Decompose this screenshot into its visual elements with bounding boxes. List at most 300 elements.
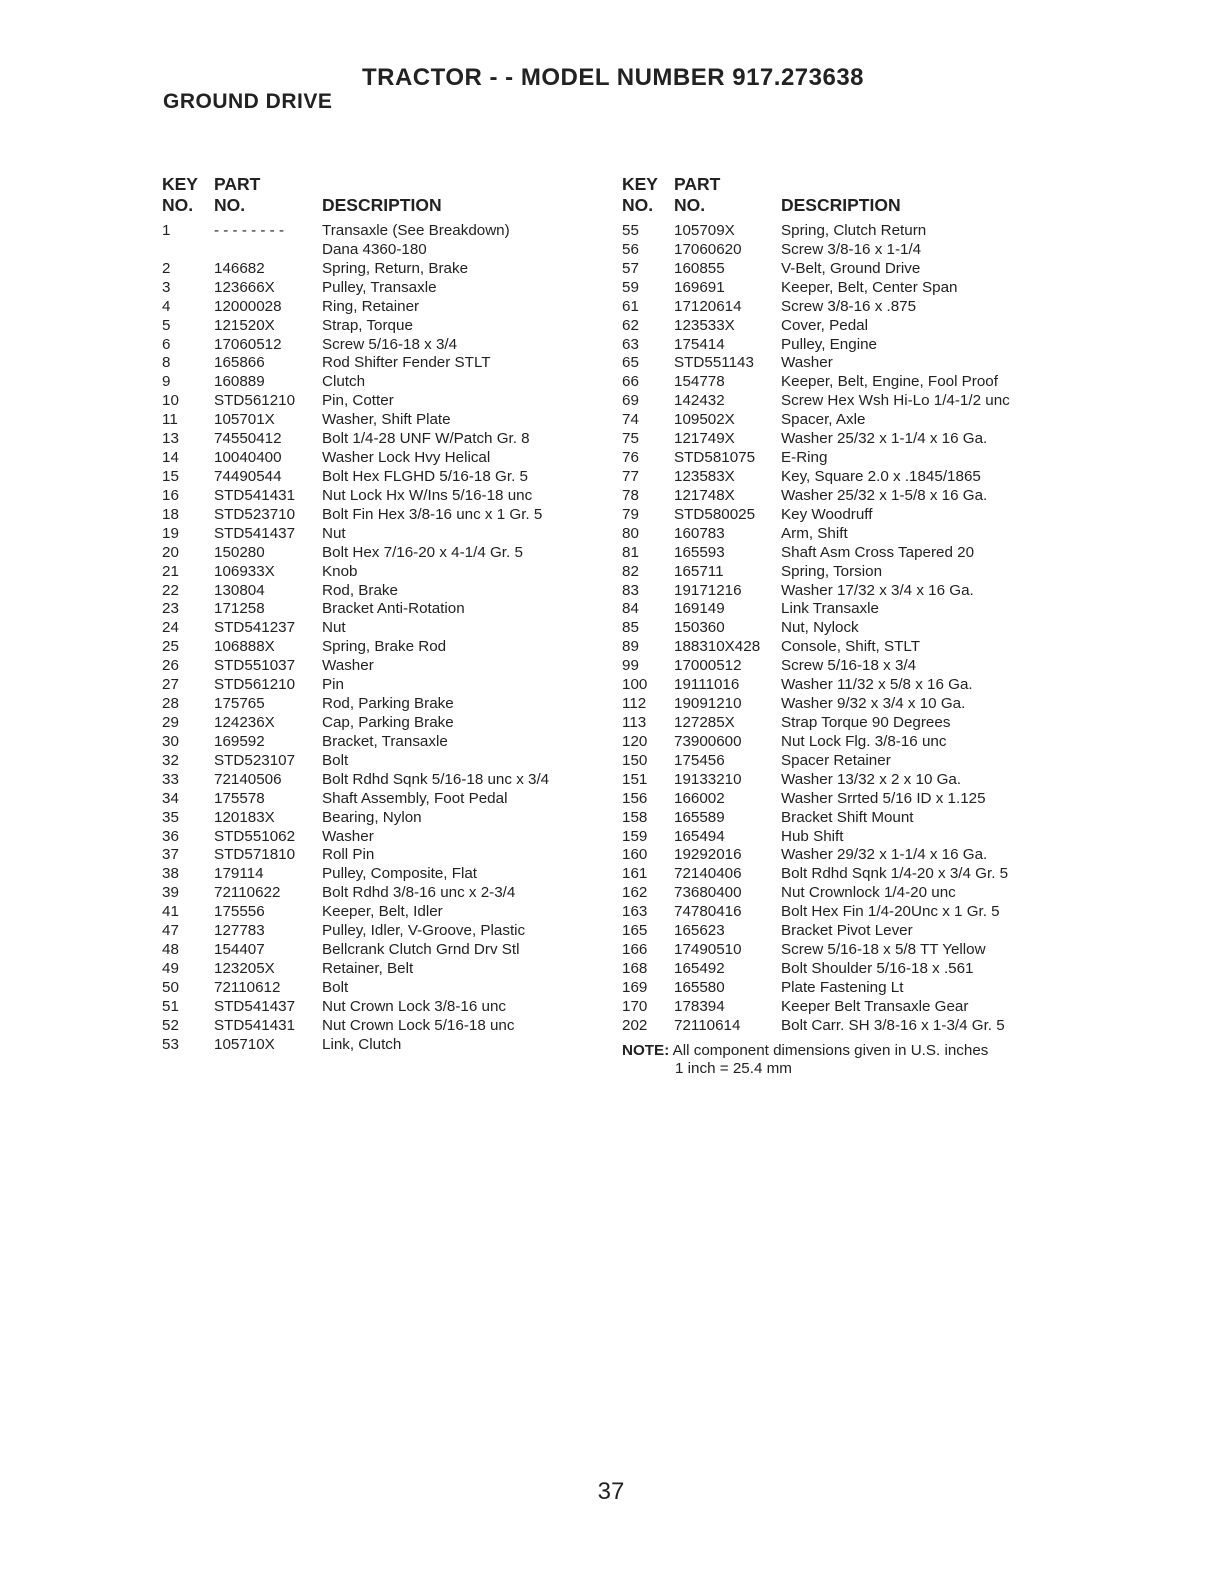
- key-no: 81: [622, 543, 639, 561]
- part-no: 17490510: [674, 941, 742, 959]
- part-no: 105701X: [214, 411, 275, 429]
- table-row: [622, 809, 988, 828]
- description: Bolt Shoulder 5/16-18 x .561: [781, 959, 974, 977]
- description: Dana 4360-180: [322, 240, 427, 258]
- part-no: 72110614: [674, 1016, 741, 1034]
- key-no: 166: [622, 941, 648, 959]
- part-no: 123205X: [214, 959, 275, 977]
- part-no: 12000028: [214, 297, 282, 315]
- part-no: 19091210: [674, 695, 742, 713]
- part-no: 123666X: [214, 278, 275, 296]
- header-key-no-label: NO.: [162, 195, 194, 215]
- table-row: [622, 638, 988, 657]
- description: Washer 25/32 x 1-1/4 x 16 Ga.: [781, 430, 988, 448]
- description: Screw 5/16-18 x 3/4: [322, 335, 458, 353]
- part-no: 179114: [214, 865, 264, 883]
- description: Shaft Asm Cross Tapered 20: [781, 543, 975, 561]
- header-part-label: PART: [214, 174, 261, 194]
- key-no: 41: [162, 903, 179, 921]
- part-no: 165580: [674, 978, 725, 996]
- part-no: STD551143: [674, 354, 754, 372]
- key-no: 57: [622, 259, 639, 277]
- header-description-label: DESCRIPTION: [322, 195, 442, 215]
- description: Nut, Nylock: [781, 619, 859, 637]
- table-row: [622, 846, 988, 865]
- part-no: 74550412: [214, 430, 282, 448]
- table-header: [622, 174, 988, 222]
- key-no: 74: [622, 411, 639, 429]
- key-no: 83: [622, 581, 639, 599]
- key-no: 8: [162, 354, 171, 372]
- key-no: 113: [622, 713, 647, 731]
- part-no: 105710X: [214, 1035, 275, 1053]
- part-no: 154778: [674, 373, 725, 391]
- description: Screw 3/8-16 x .875: [781, 297, 917, 315]
- part-no: 105709X: [674, 222, 735, 239]
- part-no: 150360: [674, 619, 725, 637]
- part-no: 178394: [674, 997, 725, 1015]
- table-row: [622, 525, 988, 544]
- part-no: 74780416: [674, 903, 742, 921]
- part-no: 72110612: [214, 978, 281, 996]
- table-row: [622, 411, 988, 430]
- part-no: 160889: [214, 373, 265, 391]
- description: Bearing, Nylon: [322, 808, 422, 826]
- header-part-label: PART: [674, 174, 721, 194]
- part-no: 169592: [214, 732, 265, 750]
- dimensions-note: [622, 1042, 988, 1079]
- key-no: 63: [622, 335, 639, 353]
- part-no: STD551037: [214, 657, 296, 675]
- part-no: STD541437: [214, 524, 296, 542]
- part-no: 120183X: [214, 808, 275, 826]
- key-no: 52: [162, 1016, 179, 1034]
- key-no: 10: [162, 392, 179, 410]
- parts-table-right: [622, 174, 1010, 1079]
- part-no: 19292016: [674, 846, 742, 864]
- part-no: 72110622: [214, 884, 281, 902]
- description: Pulley, Composite, Flat: [322, 865, 478, 883]
- key-no: 156: [622, 789, 648, 807]
- description: Link, Clutch: [322, 1035, 402, 1053]
- key-no: 150: [622, 751, 648, 769]
- description: Rod, Parking Brake: [322, 695, 454, 713]
- description: Arm, Shift: [781, 524, 848, 542]
- description: V-Belt, Ground Drive: [781, 259, 921, 277]
- part-no: 175556: [214, 903, 265, 921]
- description: Bolt Hex FLGHD 5/16-18 Gr. 5: [322, 467, 528, 485]
- description: Spacer Retainer: [781, 751, 891, 769]
- header-key-label: KEY: [622, 174, 658, 194]
- table-row: [622, 600, 988, 619]
- description: Transaxle (See Breakdown): [322, 222, 510, 239]
- part-no: 169691: [674, 278, 725, 296]
- key-no: 120: [622, 732, 648, 750]
- part-no: 17120614: [674, 297, 742, 315]
- table-row: [622, 260, 988, 279]
- description: E-Ring: [781, 449, 828, 467]
- part-no: 19111016: [674, 676, 740, 694]
- key-no: 20: [162, 543, 179, 561]
- description: Washer: [781, 354, 833, 372]
- key-no: 61: [622, 297, 639, 315]
- part-no: 109502X: [674, 411, 735, 429]
- description: Key, Square 2.0 x .1845/1865: [781, 467, 981, 485]
- table-row: [622, 657, 988, 676]
- table-row: [622, 619, 988, 638]
- description: Bracket Pivot Lever: [781, 922, 913, 940]
- key-no: 84: [622, 600, 639, 618]
- part-no: 17000512: [674, 657, 742, 675]
- description: Console, Shift, STLT: [781, 638, 920, 656]
- table-row: [622, 563, 988, 582]
- part-no: 165589: [674, 808, 725, 826]
- key-no: 112: [622, 695, 647, 713]
- key-no: 28: [162, 695, 179, 713]
- table-row: [622, 222, 988, 241]
- description: Washer 9/32 x 3/4 x 10 Ga.: [781, 695, 966, 713]
- part-no: 175765: [214, 695, 265, 713]
- description: Pulley, Engine: [781, 335, 877, 353]
- key-no: 77: [622, 467, 639, 485]
- key-no: 165: [622, 922, 648, 940]
- key-no: 35: [162, 808, 179, 826]
- key-no: 202: [622, 1016, 648, 1034]
- key-no: 27: [162, 676, 179, 694]
- key-no: 6: [162, 335, 171, 353]
- key-no: 4: [162, 297, 171, 315]
- key-no: 29: [162, 713, 179, 731]
- key-no: 162: [622, 884, 648, 902]
- description: Nut Crown Lock 5/16-18 unc: [322, 1016, 515, 1034]
- key-no: 21: [162, 562, 179, 580]
- note-line-2: 1 inch = 25.4 mm: [675, 1060, 792, 1078]
- header-description-label: DESCRIPTION: [781, 195, 901, 215]
- key-no: 15: [162, 467, 179, 485]
- key-no: 56: [622, 240, 639, 258]
- key-no: 24: [162, 619, 179, 637]
- description: Washer 13/32 x 2 x 10 Ga.: [781, 770, 962, 788]
- description: Spring, Return, Brake: [322, 259, 469, 277]
- key-no: 82: [622, 562, 639, 580]
- key-no: 34: [162, 789, 179, 807]
- part-no: STD551062: [214, 827, 296, 845]
- key-no: 59: [622, 278, 639, 296]
- page-title: TRACTOR - - MODEL NUMBER 917.273638: [361, 64, 865, 91]
- table-row: [622, 468, 988, 487]
- part-no: 188310X428: [674, 638, 761, 656]
- header-key-no-label: NO.: [622, 195, 654, 215]
- key-no: 30: [162, 732, 179, 750]
- key-no: 37: [162, 846, 179, 864]
- key-no: 13: [162, 430, 179, 448]
- description: Bolt Rdhd Sqnk 5/16-18 unc x 3/4: [322, 770, 550, 788]
- description: Rod, Brake: [322, 581, 398, 599]
- description: Plate Fastening Lt: [781, 978, 904, 996]
- part-no: STD580025: [674, 505, 756, 523]
- part-no: STD561210: [214, 676, 296, 694]
- description: Ring, Retainer: [322, 297, 420, 315]
- description: Knob: [322, 562, 358, 580]
- key-no: 158: [622, 808, 648, 826]
- key-no: 26: [162, 657, 179, 675]
- description: Nut Lock Flg. 3/8-16 unc: [781, 732, 947, 750]
- part-no: 146682: [214, 259, 265, 277]
- table-row: [622, 373, 998, 392]
- description: Key Woodruff: [781, 505, 873, 523]
- part-no: 154407: [214, 941, 265, 959]
- header-part-no-label: NO.: [674, 195, 706, 215]
- table-row: [622, 790, 988, 809]
- key-no: 79: [622, 505, 639, 523]
- part-no: 127285X: [674, 713, 735, 731]
- table-row: [622, 279, 988, 298]
- description: Nut Crown Lock 3/8-16 unc: [322, 997, 507, 1015]
- header-key-label: KEY: [162, 174, 198, 194]
- part-no: 142432: [674, 392, 725, 410]
- key-no: 85: [622, 619, 639, 637]
- key-no: 33: [162, 770, 179, 788]
- part-no: 19171216: [674, 581, 742, 599]
- key-no: 47: [162, 922, 179, 940]
- note-label: NOTE:: [622, 1041, 670, 1059]
- description: Bolt Rdhd 3/8-16 unc x 2-3/4: [322, 884, 516, 902]
- description: Strap Torque 90 Degrees: [781, 713, 951, 731]
- description: Washer 17/32 x 3/4 x 16 Ga.: [781, 581, 974, 599]
- description: Washer Srrted 5/16 ID x 1.125: [781, 789, 986, 807]
- table-row: [622, 884, 988, 903]
- table-row: [622, 336, 988, 355]
- key-no: 51: [162, 997, 179, 1015]
- description: Bolt Hex Fin 1/4-20Unc x 1 Gr. 5: [781, 903, 1000, 921]
- key-no: 19: [162, 524, 179, 542]
- key-no: 69: [622, 392, 639, 410]
- part-no: 121749X: [674, 430, 735, 448]
- part-no: 127783: [214, 922, 265, 940]
- key-no: 76: [622, 449, 639, 467]
- part-no: 165866: [214, 354, 265, 372]
- description: Washer 25/32 x 1-5/8 x 16 Ga.: [781, 486, 988, 504]
- description: Spacer, Axle: [781, 411, 866, 429]
- description: Bracket, Transaxle: [322, 732, 448, 750]
- part-no: 175456: [674, 751, 725, 769]
- table-row: [622, 960, 988, 979]
- key-no: 36: [162, 827, 179, 845]
- table-row: [622, 1016, 1005, 1036]
- key-no: 163: [622, 903, 648, 921]
- description: Bolt: [322, 751, 349, 769]
- part-no: 175414: [674, 335, 725, 353]
- part-no: STD571810: [214, 846, 296, 864]
- key-no: 75: [622, 430, 639, 448]
- part-no: 72140406: [674, 865, 742, 883]
- part-no: STD541431: [214, 486, 296, 504]
- description: Spring, Brake Rod: [322, 638, 447, 656]
- table-row: [622, 544, 988, 563]
- part-no: 72140506: [214, 770, 282, 788]
- key-no: 25: [162, 638, 179, 656]
- key-no: 168: [622, 959, 648, 977]
- description: Bracket Anti-Rotation: [322, 600, 465, 618]
- description: Nut Crownlock 1/4-20 unc: [781, 884, 956, 902]
- key-no: 78: [622, 486, 639, 504]
- description: Washer, Shift Plate: [322, 411, 451, 429]
- description: Bolt Rdhd Sqnk 1/4-20 x 3/4 Gr. 5: [781, 865, 1009, 883]
- description: Washer 11/32 x 5/8 x 16 Ga.: [781, 676, 973, 694]
- part-no: 123583X: [674, 467, 735, 485]
- description: Bolt Hex 7/16-20 x 4-1/4 Gr. 5: [322, 543, 523, 561]
- description: Washer: [322, 657, 374, 675]
- description: Retainer, Belt: [322, 959, 414, 977]
- part-no: 124236X: [214, 713, 275, 731]
- part-no: - - - - - - - -: [214, 222, 284, 239]
- description: Rod Shifter Fender STLT: [322, 354, 491, 372]
- table-row: [622, 714, 988, 733]
- key-no: 55: [622, 222, 639, 239]
- section-subtitle: GROUND DRIVE: [163, 90, 333, 113]
- part-no: 106933X: [214, 562, 275, 580]
- part-no: 123533X: [674, 316, 735, 334]
- part-no: 160783: [674, 524, 725, 542]
- part-no: 165593: [674, 543, 725, 561]
- table-row: [622, 903, 1000, 922]
- table-row: [622, 979, 988, 998]
- description: Pin, Cotter: [322, 392, 394, 410]
- table-row: [622, 922, 988, 941]
- part-no: 10040400: [214, 449, 282, 467]
- key-no: 89: [622, 638, 639, 656]
- table-row: [622, 828, 988, 847]
- table-row: [622, 695, 988, 714]
- part-no: 17060512: [214, 335, 282, 353]
- key-no: 62: [622, 316, 639, 334]
- table-row: [622, 733, 988, 752]
- key-no: 100: [622, 676, 648, 694]
- part-no: 121520X: [214, 316, 275, 334]
- description: Bolt: [322, 978, 349, 996]
- description: Keeper, Belt, Engine, Fool Proof: [781, 373, 998, 391]
- description: Screw 5/16-18 x 5/8 TT Yellow: [781, 941, 986, 959]
- key-no: 9: [162, 373, 171, 391]
- description: Washer 29/32 x 1-1/4 x 16 Ga.: [781, 846, 988, 864]
- table-row: [622, 865, 1009, 884]
- key-no: 5: [162, 316, 171, 334]
- part-no: 106888X: [214, 638, 275, 656]
- key-no: 32: [162, 751, 179, 769]
- description: Bolt Fin Hex 3/8-16 unc x 1 Gr. 5: [322, 505, 543, 523]
- key-no: 169: [622, 978, 648, 996]
- part-no: STD561210: [214, 392, 296, 410]
- part-no: 121748X: [674, 486, 735, 504]
- description: Spring, Clutch Return: [781, 222, 927, 239]
- part-no: 165492: [674, 959, 725, 977]
- table-row: [622, 998, 988, 1017]
- part-no: 150280: [214, 543, 265, 561]
- description: Hub Shift: [781, 827, 844, 845]
- table-row: [622, 582, 988, 601]
- table-row: [622, 317, 988, 336]
- description: Nut Lock Hx W/Ins 5/16-18 unc: [322, 486, 533, 504]
- table-rows: [622, 222, 1010, 1036]
- description: Bracket Shift Mount: [781, 808, 914, 826]
- description: Bellcrank Clutch Grnd Drv Stl: [322, 941, 520, 959]
- description: Keeper Belt Transaxle Gear: [781, 997, 969, 1015]
- description: Strap, Torque: [322, 316, 413, 334]
- key-no: 53: [162, 1035, 179, 1053]
- part-no: 73900600: [674, 732, 742, 750]
- key-no: 23: [162, 600, 179, 618]
- part-no: 74490544: [214, 467, 282, 485]
- part-no: STD523710: [214, 505, 296, 523]
- part-no: STD541237: [214, 619, 296, 637]
- key-no: 161: [622, 865, 648, 883]
- table-row: [622, 354, 988, 373]
- table-row: [622, 752, 988, 771]
- key-no: 39: [162, 884, 179, 902]
- key-no: 1: [162, 222, 171, 239]
- part-no: 171258: [214, 600, 265, 618]
- description: Screw 3/8-16 x 1-1/4: [781, 240, 922, 258]
- part-no: STD523107: [214, 751, 296, 769]
- key-no: 48: [162, 941, 179, 959]
- header-part-no-label: NO.: [214, 195, 246, 215]
- description: Washer: [322, 827, 374, 845]
- description: Screw Hex Wsh Hi-Lo 1/4-1/2 unc: [781, 392, 1010, 410]
- description: Bolt 1/4-28 UNF W/Patch Gr. 8: [322, 430, 530, 448]
- table-row: [622, 941, 988, 960]
- key-no: 160: [622, 846, 648, 864]
- part-no: 165711: [674, 562, 724, 580]
- description: Keeper, Belt, Center Span: [781, 278, 958, 296]
- part-no: 166002: [674, 789, 725, 807]
- key-no: 151: [622, 770, 648, 788]
- description: Nut: [322, 524, 346, 542]
- description: Washer Lock Hvy Helical: [322, 449, 491, 467]
- key-no: 50: [162, 978, 179, 996]
- page-number: 37: [597, 1478, 625, 1505]
- description: Nut: [322, 619, 346, 637]
- description: Keeper, Belt, Idler: [322, 903, 443, 921]
- table-row: [622, 298, 988, 317]
- description: Pin: [322, 676, 344, 694]
- key-no: 16: [162, 486, 179, 504]
- description: Link Transaxle: [781, 600, 879, 618]
- key-no: 22: [162, 581, 179, 599]
- description: Clutch: [322, 373, 366, 391]
- key-no: 2: [162, 259, 171, 277]
- table-row: [622, 676, 988, 695]
- part-no: 165623: [674, 922, 725, 940]
- part-no: 73680400: [674, 884, 742, 902]
- key-no: 14: [162, 449, 179, 467]
- part-no: STD541437: [214, 997, 296, 1015]
- part-no: STD541431: [214, 1016, 296, 1034]
- part-no: STD581075: [674, 449, 756, 467]
- key-no: 38: [162, 865, 179, 883]
- description: Pulley, Idler, V-Groove, Plastic: [322, 922, 526, 940]
- description: Bolt Carr. SH 3/8-16 x 1-3/4 Gr. 5: [781, 1016, 1005, 1034]
- part-no: 165494: [674, 827, 725, 845]
- key-no: 66: [622, 373, 639, 391]
- description: Cover, Pedal: [781, 316, 868, 334]
- key-no: 65: [622, 354, 639, 372]
- table-row: [622, 449, 988, 468]
- key-no: 18: [162, 505, 179, 523]
- table-row: [622, 430, 988, 449]
- key-no: 159: [622, 827, 648, 845]
- key-no: 80: [622, 524, 639, 542]
- table-row: [622, 771, 988, 790]
